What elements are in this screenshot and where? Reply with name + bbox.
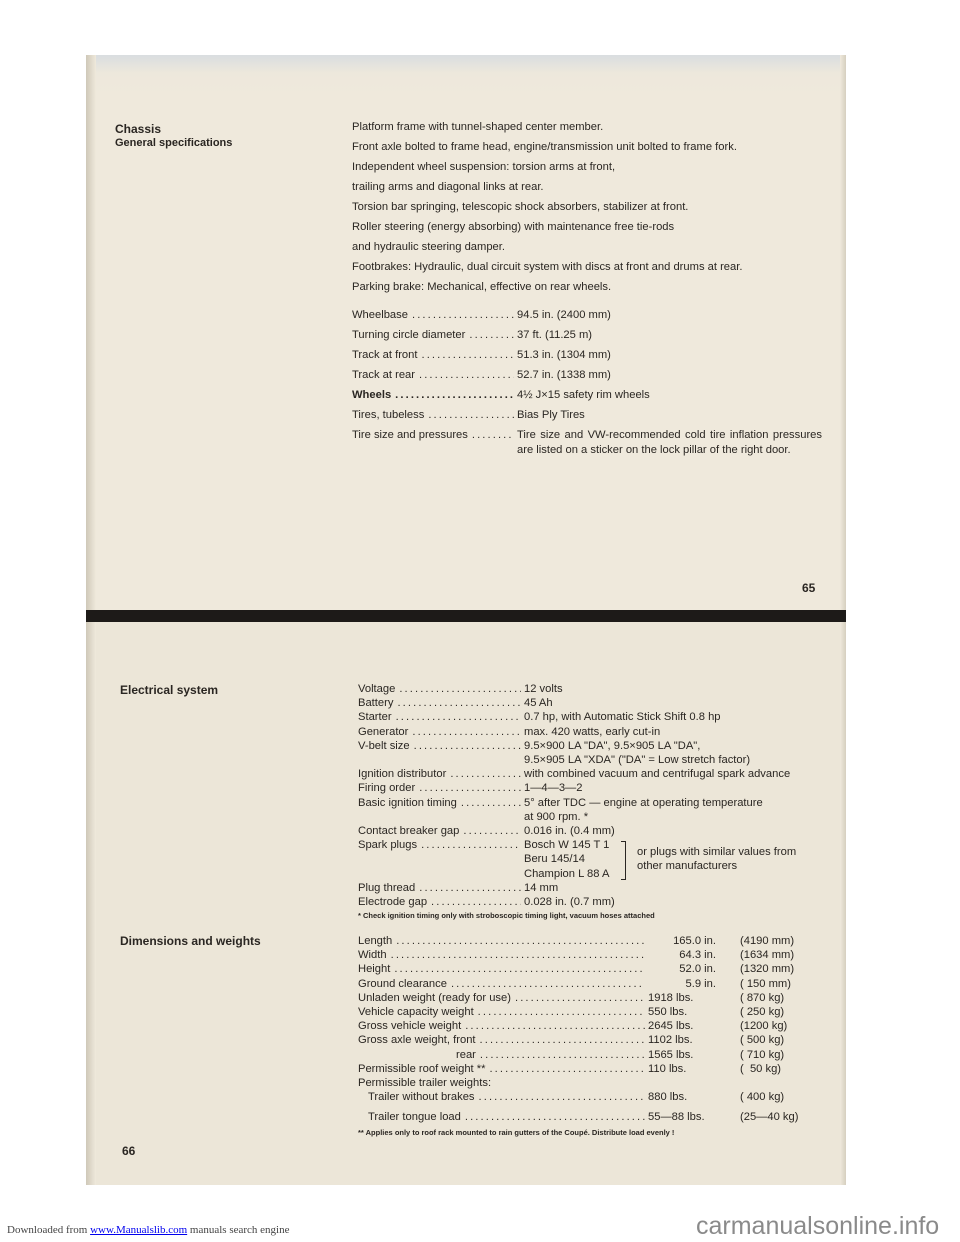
spec-label: [352, 388, 517, 403]
spec-label-text: Spark plugs: [358, 839, 418, 852]
spec-label-text: Electrode gap: [358, 896, 428, 909]
imperial-value: 1565 lbs.: [648, 1048, 694, 1061]
page-number: 65: [802, 581, 816, 595]
spec-label: [358, 696, 524, 710]
dot-leader: [422, 348, 515, 363]
imperial-value: 880 lbs.: [648, 1091, 688, 1104]
spec-label: [358, 934, 648, 948]
spec-value-continued: at 900 rpm. *: [524, 810, 589, 823]
spec-row: [358, 696, 838, 710]
spec-row: [352, 408, 822, 423]
spec-row: [352, 348, 822, 363]
spec-label: [358, 895, 524, 909]
spec-label: [352, 368, 517, 383]
spec-label-text: V-belt size: [358, 739, 410, 752]
spark-plug-option: Champion L 88 A: [524, 867, 610, 880]
metric-value: (1634 mm): [740, 949, 795, 962]
spec-label: [358, 1110, 648, 1124]
metric-value: ( 150 mm): [740, 977, 791, 990]
dot-leader: [412, 308, 514, 323]
description-line: and hydraulic steering damper.: [352, 241, 505, 253]
spec-label-text: Starter: [358, 711, 392, 724]
spec-label: [358, 796, 524, 810]
spec-value: 1—4—3—2: [524, 782, 583, 795]
footer-prefix: Downloaded from: [7, 1224, 91, 1236]
dimension-row: [358, 977, 791, 991]
spark-plug-options: [524, 838, 609, 881]
spec-label-text: Tire size and pressures: [352, 429, 468, 441]
spec-value: 5° after TDC — engine at operating temperature: [524, 796, 763, 809]
metric-value: (4190 mm): [740, 935, 795, 947]
spec-label-text: Voltage: [358, 683, 396, 695]
spec-label: [358, 991, 648, 1005]
dimension-row: [358, 1005, 788, 1019]
chassis-heading: Chassis: [115, 122, 162, 136]
spec-row: [358, 881, 838, 895]
metric-value: ( 710 kg): [740, 1048, 785, 1061]
chassis-description: [352, 117, 742, 297]
dot-leader: [465, 1019, 645, 1033]
spark-plug-option: Bosch W 145 T 1: [524, 839, 610, 852]
note-line: or plugs with similar values from: [637, 846, 797, 859]
spec-label-text: Width: [358, 949, 387, 962]
metric-value: (25—40 kg): [740, 1111, 799, 1124]
page-edge: [840, 55, 846, 612]
spec-label: [358, 725, 524, 739]
spec-value: 0.016 in. (0.4 mm): [524, 825, 615, 838]
spec-label: [358, 1005, 648, 1019]
metric-value: (1320 mm): [740, 963, 795, 976]
spec-label: [358, 1048, 648, 1062]
spec-value: 4½ J×15 safety rim wheels: [517, 389, 650, 401]
spec-value: 0.028 in. (0.7 mm): [524, 896, 615, 909]
dot-leader: [479, 1090, 645, 1104]
brace-bracket: [621, 841, 626, 880]
dot-leader: [450, 767, 521, 781]
page-66: [86, 622, 846, 1185]
spec-row: [358, 781, 838, 795]
spec-row: [358, 710, 838, 724]
spec-label-text: Length: [358, 935, 393, 947]
spec-value: 37 ft. (11.25 m): [517, 329, 593, 341]
spec-row: [352, 368, 822, 383]
dot-leader: [515, 991, 645, 1005]
spark-plug-note: [637, 845, 796, 873]
spec-label-text: Battery: [358, 697, 394, 710]
spec-label: [358, 1062, 648, 1076]
spark-plug-option: Beru 145/14: [524, 853, 585, 866]
spec-label: [358, 710, 524, 724]
general-specifications-subheading: General specifications: [115, 137, 233, 149]
description-line: Independent wheel suspension: torsion arms at front,: [352, 161, 616, 173]
dot-leader: [396, 710, 521, 724]
spec-label: [358, 767, 524, 781]
note-line: other manufacturers: [637, 860, 738, 873]
spec-label-text: Contact breaker gap: [358, 825, 460, 838]
spec-value: Tire size and VW-recommended cold tire inflation pressures are listed on a sticker on the lock pillar of the right door.: [517, 429, 822, 456]
dot-leader: [480, 1033, 645, 1047]
dot-leader: [397, 696, 521, 710]
dot-leader: [396, 934, 645, 948]
description-line: Footbrakes: Hydraulic, dual circuit system with discs at front and drums at rear.: [352, 261, 743, 273]
spec-value: 51.3 in. (1304 mm): [517, 349, 611, 361]
spec-label-text: Height: [358, 963, 391, 976]
footer-suffix: manuals search engine: [187, 1224, 290, 1236]
spec-value: with combined vacuum and centrifugal spark advance: [524, 768, 791, 781]
page-spine-shadow: [86, 622, 96, 1185]
dot-leader: [419, 781, 521, 795]
dot-leader: [394, 962, 645, 976]
spec-value: 0.7 hp, with Automatic Stick Shift 0.8 hp: [524, 711, 721, 724]
dot-leader: [412, 725, 521, 739]
dot-leader: [431, 895, 521, 909]
dimension-row: [358, 1062, 788, 1076]
spec-label: [352, 408, 517, 423]
spec-label-text: Plug thread: [358, 881, 416, 894]
spec-value-continued: 9.5×905 LA "XDA" ("DA" = Low stretch factor): [524, 754, 751, 767]
dot-leader: [489, 1062, 645, 1076]
imperial-value: 1102 lbs.: [648, 1034, 693, 1047]
spark-plugs-row: [358, 838, 838, 881]
spec-label-text: Track at rear: [352, 369, 415, 381]
imperial-value: 5.9 in.: [685, 977, 716, 990]
spec-value: 14 mm: [524, 881, 559, 894]
spec-row: [358, 895, 838, 909]
spec-label-text: Trailer tongue load: [368, 1111, 461, 1124]
spec-label-text: Ground clearance: [358, 977, 447, 990]
spec-label-text: Ignition distributor: [358, 768, 447, 781]
spec-label: [352, 428, 517, 458]
spec-row: [352, 328, 822, 343]
spec-continuation: [358, 753, 838, 767]
description-line: Front axle bolted to frame head, engine/transmission unit bolted to frame fork.: [352, 141, 737, 153]
spec-value: Bias Ply Tires: [517, 409, 585, 421]
dot-leader: [428, 408, 514, 423]
metric-value: ( 50 kg): [740, 1062, 782, 1075]
manualslib-link[interactable]: www.Manualslib.com: [90, 1224, 188, 1236]
dimension-row: [358, 948, 795, 962]
metric-value: (1200 kg): [740, 1020, 788, 1033]
imperial-value: 110 lbs.: [648, 1062, 687, 1075]
dot-leader: [419, 881, 521, 895]
dimension-row: [358, 962, 795, 976]
spec-label-text: Vehicle capacity weight: [358, 1006, 474, 1019]
page-edge: [840, 622, 846, 1185]
dot-leader: [451, 977, 645, 991]
spec-continuation: [358, 810, 838, 824]
spec-label-text: Gross vehicle weight: [358, 1020, 462, 1033]
spec-label-text: Basic ignition timing: [358, 796, 457, 809]
spec-row: [358, 725, 838, 739]
spec-value: 52.7 in. (1338 mm): [517, 369, 611, 381]
spec-label: [358, 977, 648, 991]
dimension-row: [358, 1033, 788, 1047]
page-spine-shadow: [86, 55, 96, 612]
dot-leader: [414, 739, 521, 753]
spec-label-text: Permissible roof weight **: [358, 1062, 486, 1075]
spec-label-text: Gross axle weight, front: [358, 1034, 476, 1047]
imperial-value: 55—88 lbs.: [648, 1111, 705, 1124]
dimensions-heading: Dimensions and weights: [120, 934, 261, 948]
spec-label: [358, 682, 524, 696]
spec-label: [352, 308, 517, 323]
description-line: trailing arms and diagonal links at rear.: [352, 181, 544, 193]
spec-label-text: rear: [456, 1048, 476, 1061]
spec-label: [358, 838, 524, 852]
electrical-system-heading: Electrical system: [120, 683, 219, 697]
dot-leader: [391, 948, 645, 962]
dot-leader: [480, 1048, 645, 1062]
metric-value: ( 870 kg): [740, 991, 785, 1004]
dot-leader: [465, 1110, 645, 1124]
description-line: Torsion bar springing, telescopic shock absorbers, stabilizer at front.: [352, 201, 689, 213]
imperial-value: 165.0 in.: [673, 935, 716, 947]
dimension-row: [358, 991, 788, 1005]
spec-label: [358, 781, 524, 795]
electrical-spec-table: [358, 682, 838, 922]
spec-value: max. 420 watts, early cut-in: [524, 725, 661, 738]
dot-leader: [461, 796, 521, 810]
spec-value: 94.5 in. (2400 mm): [517, 309, 611, 321]
spec-value: 45 Ah: [524, 697, 553, 710]
spec-label: [358, 962, 648, 976]
dimension-row: [358, 1048, 788, 1062]
page-number: 66: [122, 1144, 136, 1158]
spec-value: 12 volts: [524, 683, 563, 695]
spec-label-text: Wheelbase: [352, 309, 408, 321]
spec-label: [358, 1090, 648, 1104]
electrical-footnote: * Check ignition timing only with stroboscopic timing light, vacuum hoses attached: [358, 911, 655, 921]
dimension-row: [358, 1110, 799, 1124]
dot-leader: [463, 824, 521, 838]
dimensions-table: [358, 934, 799, 1139]
imperial-value: 64.3 in.: [679, 949, 716, 962]
spec-label-text: Trailer without brakes: [368, 1091, 475, 1104]
spec-row: [358, 739, 838, 753]
dot-leader: [478, 1005, 645, 1019]
metric-value: ( 400 kg): [740, 1091, 785, 1104]
dimension-row: [358, 1090, 788, 1104]
metric-value: ( 500 kg): [740, 1034, 785, 1047]
spec-label: [358, 739, 524, 753]
spec-label-text: Track at front: [352, 349, 418, 361]
dimension-row: [358, 1019, 788, 1033]
imperial-value: 2645 lbs.: [648, 1020, 694, 1033]
dimensions-footnote: ** Applies only to roof rack mounted to rain gutters of the Coupé. Distribute load evenly !: [358, 1127, 675, 1137]
spec-label-text: Firing order: [358, 782, 416, 795]
spec-label: [358, 824, 524, 838]
spec-row: [352, 428, 822, 458]
dot-leader: [472, 428, 514, 458]
spec-row: [358, 767, 838, 781]
spec-label: [358, 1019, 648, 1033]
spec-label-text: Tires, tubeless: [352, 409, 425, 421]
spec-label-text: Generator: [358, 725, 409, 738]
download-footer: [7, 1224, 289, 1236]
spec-row: [352, 308, 822, 323]
spec-label-text: Turning circle diameter: [352, 329, 466, 341]
spec-row: [358, 824, 838, 838]
spec-row: [358, 682, 838, 696]
dimension-subheading: Permissible trailer weights:: [358, 1077, 492, 1090]
dot-leader: [419, 368, 514, 383]
dot-leader: [469, 328, 514, 343]
dot-leader: [421, 838, 521, 852]
page-65: [86, 55, 846, 612]
chassis-spec-table: [352, 308, 822, 463]
spec-label-text: Wheels: [352, 389, 392, 401]
metric-value: ( 250 kg): [740, 1006, 785, 1019]
spec-row: [358, 796, 838, 810]
dot-leader: [395, 388, 514, 403]
spec-label-text: Unladen weight (ready for use): [358, 991, 511, 1004]
spec-label: [352, 328, 517, 343]
spec-label: [358, 1033, 648, 1047]
spec-label: [358, 948, 648, 962]
imperial-value: 1918 lbs.: [648, 991, 694, 1004]
spec-value: 9.5×900 LA "DA", 9.5×905 LA "DA",: [524, 739, 701, 752]
dimension-row: [358, 934, 795, 948]
spec-label: [358, 881, 524, 895]
spec-label: [352, 348, 517, 363]
watermark: carmanualsonline.info: [696, 1212, 940, 1240]
description-line: Parking brake: Mechanical, effective on rear wheels.: [352, 281, 612, 293]
dot-leader: [399, 682, 521, 696]
description-line: Platform frame with tunnel-shaped center member.: [352, 121, 604, 133]
imperial-value: 52.0 in.: [679, 963, 716, 976]
imperial-value: 550 lbs.: [648, 1006, 688, 1019]
spec-row: [352, 388, 822, 403]
description-line: Roller steering (energy absorbing) with maintenance free tie-rods: [352, 221, 675, 233]
